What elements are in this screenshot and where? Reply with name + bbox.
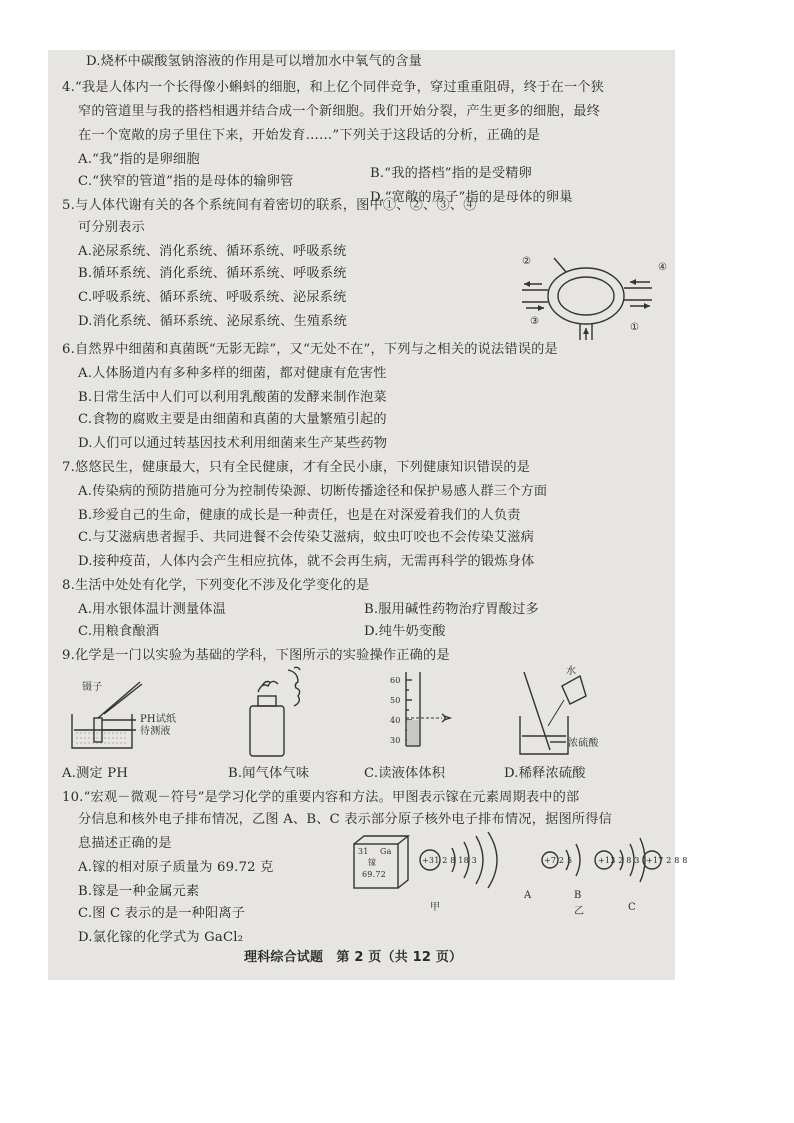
q9-cyl-40: 40 [390,716,401,725]
q10-ga-mass: 69.72 [362,870,386,879]
q7-option-b: B.珍爱自己的生命，健康的成长是一种责任，也是在对深爱着我们的人负责 [78,508,521,523]
q4-stem-2: 窄的管道里与我的搭档相遇并结合成一个新细胞。我们开始分裂，产生更多的细胞，最终 [78,104,601,119]
q10-stem-2: 分信息和核外电子排布情况，乙图 A、B、C 表示部分原子核外电子排布情况，据图所得信 [78,812,613,827]
q10-c-shells: +17 2 8 8 [646,856,688,865]
q8-option-c: C.用粮食酿酒 [78,624,160,639]
q5-option-b: B.循环系统、消化系统、循环系统、呼吸系统 [78,266,347,281]
q5-label-3: ③ [530,316,540,327]
q10-stem-3: 息描述正确的是 [78,836,172,851]
q10-stem-1: 10.“宏观－微观－符号”是学习化学的重要内容和方法。甲图表示镓在元素周期表中的部 [62,790,580,805]
q10-option-c: C.图 C 表示的是一种阳离子 [78,906,246,921]
q9-cyl-30: 30 [390,736,401,745]
q4-option-c: C.“狭窄的管道”指的是母体的输卵管 [78,174,294,189]
q10-label-a: A [524,890,532,901]
q10-atom-diagrams [418,830,668,900]
exam-page [48,50,688,980]
q6-option-b: B.日常生活中人们可以利用乳酸菌的发酵来制作泡菜 [78,390,387,405]
q9-figure-d [514,666,614,766]
q7-option-c: C.与艾滋病患者握手、共同进餐不会传染艾滋病，蚊虫叮咬也不会传染艾滋病 [78,530,534,545]
q9-label-acid: 浓硫酸 [568,738,599,749]
q8-option-b: B.服用碱性药物治疗胃酸过多 [364,602,539,617]
q4-option-d: D.“宽敞的房子”指的是母体的卵巢 [370,190,573,205]
q10-label-b: B [574,890,582,901]
q10-gallium-cell [352,834,412,890]
q9-option-c: C.读液体体积 [364,766,446,781]
q5-label-4: ④ [658,262,668,273]
q9-option-a: A.测定 PH [62,766,129,781]
q8-option-d: D.纯牛奶变酸 [364,624,446,639]
q10-ga-name: 镓 [368,858,377,867]
q9-option-d: D.稀释浓硫酸 [504,766,586,781]
q6-option-c: C.食物的腐败主要是由细菌和真菌的大量繁殖引起的 [78,412,387,427]
q3-option-d: D.烧杯中碳酸氢钠溶液的作用是可以增加水中氧气的含量 [86,54,422,69]
q7-stem: 7.悠悠民生，健康最大，只有全民健康，才有全民小康，下列健康知识错误的是 [62,460,531,475]
q5-stem-1: 5.与人体代谢有关的各个系统间有着密切的联系，图中①、②、③、④ [62,198,477,213]
q7-option-d: D.接种疫苗，人体内会产生相应抗体，就不会再生病，无需再科学的锻炼身体 [78,554,535,569]
q5-option-a: A.泌尿系统、消化系统、循环系统、呼吸系统 [78,244,347,259]
q10-option-d: D.氯化镓的化学式为 GaCl₂ [78,930,244,945]
q10-label-jia: 甲 [430,902,441,913]
q6-option-d: D.人们可以通过转基因技术利用细菌来生产某些药物 [78,436,388,451]
q10-label-yi: 乙 [574,906,585,917]
q10-label-c: C [628,902,636,913]
q10-option-b: B.镓是一种金属元素 [78,884,200,899]
q8-option-a: A.用水银体温计测量体温 [78,602,226,617]
q7-option-a: A.传染病的预防措施可分为控制传染源、切断传播途径和保护易感人群三个方面 [78,484,548,499]
q4-stem-1: 4.“我是人体内一个长得像小蝌蚪的细胞，和上亿个同伴竞争，穿过重重阻碍，终于在一个狭 [62,80,605,95]
q9-label-water: 水 [566,666,577,677]
q10-ga-number: 31 [358,847,369,856]
q10-option-a: A.镓的相对原子质量为 69.72 克 [78,860,274,875]
page-footer: 理科综合试题 第 2 页（共 12 页） [244,950,463,965]
q6-option-a: A.人体肠道内有多种多样的细菌，都对健康有危害性 [78,366,387,381]
q10-a-shells: +7 2 5 [544,856,573,865]
q9-cyl-50: 50 [390,696,401,705]
q5-option-c: C.呼吸系统、循环系统、呼吸系统、泌尿系统 [78,290,347,305]
q10-ga-shells: +31 2 8 18 3 [422,856,477,865]
q10-b-shells: +13 2 8 3 [598,856,640,865]
q4-stem-3: 在一个宽敞的房子里住下来，开始发育……”下列关于这段话的分析，正确的是 [78,128,541,143]
q9-option-b: B.闻气体气味 [228,766,310,781]
q9-stem: 9.化学是一门以实验为基础的学科，下图所示的实验操作正确的是 [62,648,450,663]
q9-label-ph-paper: PH试纸 [140,714,177,725]
q9-figure-b [244,664,314,764]
q6-stem: 6.自然界中细菌和真菌既“无影无踪”，又“无处不在”，下列与之相关的说法错误的是 [62,342,558,357]
q5-stem-2: 可分别表示 [78,220,145,235]
q9-label-tweezers: 镊子 [82,682,103,693]
q9-cyl-60: 60 [390,676,401,685]
q10-ga-symbol: Ga [380,847,392,856]
q5-label-2: ② [522,256,532,267]
q9-label-test-liquid: 待测液 [140,726,171,737]
q5-label-1: ① [630,322,640,333]
q4-option-b: B.“我的搭档”指的是受精卵 [370,166,533,181]
q4-option-a: A.“我”指的是卵细胞 [78,152,200,167]
q5-option-d: D.消化系统、循环系统、泌尿系统、生殖系统 [78,314,348,329]
q8-stem: 8.生活中处处有化学，下列变化不涉及化学变化的是 [62,578,370,593]
